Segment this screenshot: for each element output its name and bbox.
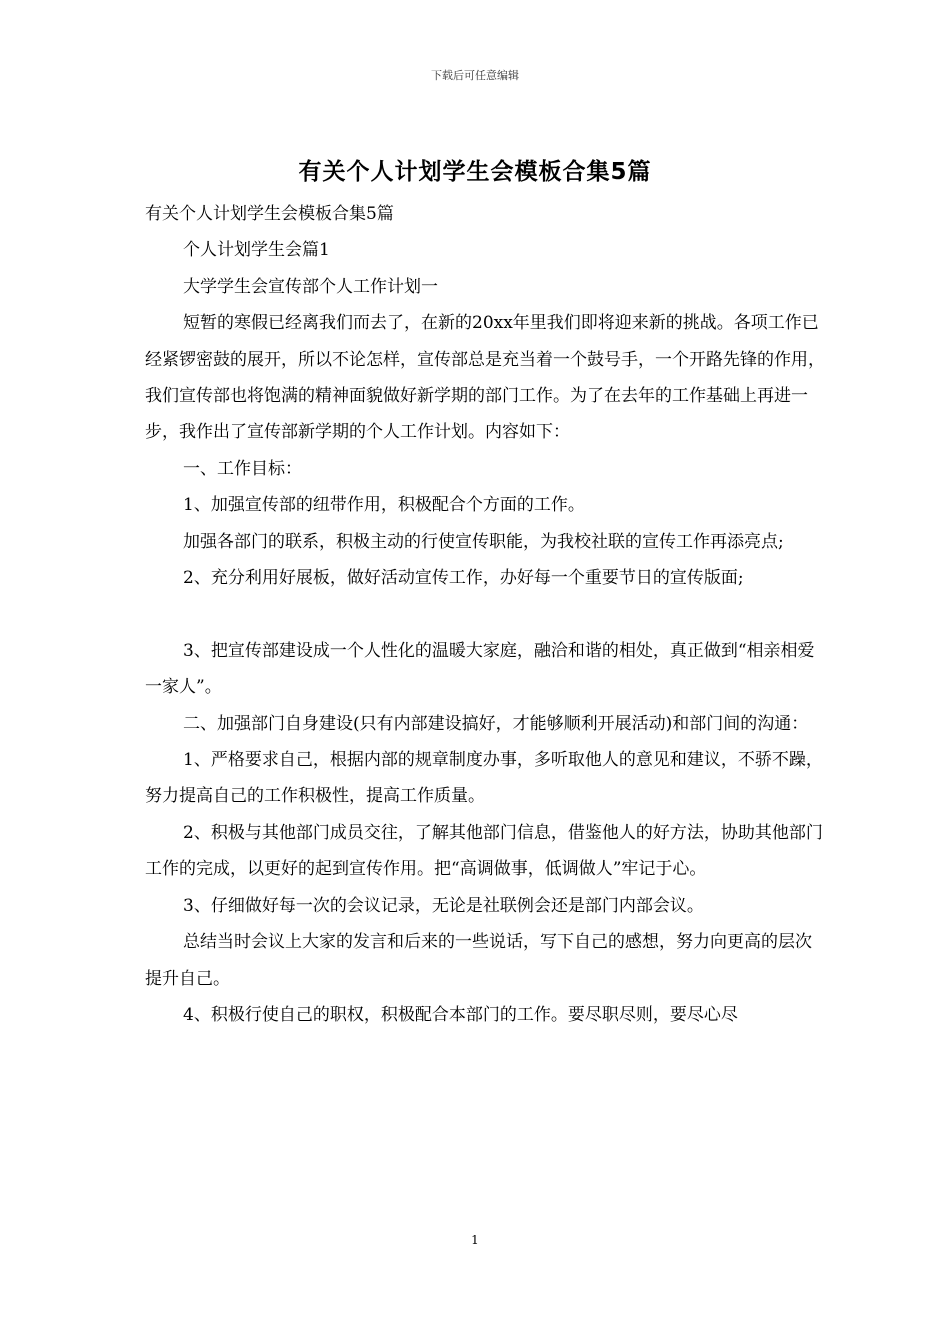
page-number: 1 xyxy=(471,1233,479,1247)
document-title: 有关个人计划学生会模板合集5篇 xyxy=(298,159,652,185)
plan-heading: 大学学生会宣传部个人工作计划一 xyxy=(183,276,438,297)
body-paragraph: 二、加强部门自身建设(只有内部建设搞好，才能够顺利开展活动)和部门间的沟通： xyxy=(183,713,809,734)
subtitle-paragraph: 有关个人计划学生会模板合集5篇 xyxy=(145,204,394,224)
body-paragraph: 4、积极行使自己的职权，积极配合本部门的工作。要尽职尽则，要尽心尽 xyxy=(183,1004,738,1025)
body-paragraph: 3、仔细做好每一次的会议记录，无论是社联例会还是部门内部会议。 xyxy=(183,895,704,916)
body-paragraph: 2、充分利用好展板，做好活动宣传工作，办好每一个重要节日的宣传版面; xyxy=(183,568,744,589)
blank-line xyxy=(145,596,825,632)
goal-heading: 一、工作目标： xyxy=(183,458,302,479)
header-note: 下载后可任意编辑 xyxy=(431,69,519,82)
document-body xyxy=(145,196,825,1033)
body-paragraph: 总结当时会议上大家的发言和后来的一些说话，写下自己的感想，努力向更高的层次提升自己。 xyxy=(145,932,812,989)
body-paragraph: 加强各部门的联系，积极主动的行使宣传职能，为我校社联的宣传工作再添亮点; xyxy=(183,531,784,552)
body-paragraph: 短暂的寒假已经离我们而去了，在新的20xx年里我们即将迎来新的挑战。各项工作已经紧锣密鼓的展开，所以不论怎样，宣传部总是充当着一个鼓号手，一个开路先锋的作用，我们宣传部也将饱满的精神面貌做好新学期的部门工作。为了在去年的工作基础上再进一步，我作出了宣传部新学期的个人工作计划。内容如下： xyxy=(145,313,825,443)
body-paragraph: 2、积极与其他部门成员交往，了解其他部门信息，借鉴他人的好方法，协助其他部门工作的完成，以更好的起到宣传作用。把“高调做事，低调做人”牢记于心。 xyxy=(145,822,823,880)
body-paragraph: 1、加强宣传部的纽带作用，积极配合个方面的工作。 xyxy=(183,495,585,516)
body-paragraph: 1、严格要求自己，根据内部的规章制度办事，多听取他人的意见和建议，不骄不躁，努力提高自己的工作积极性，提高工作质量。 xyxy=(145,750,823,807)
section-heading: 个人计划学生会篇1 xyxy=(183,240,330,261)
body-paragraph: 3、把宣传部建设成一个人性化的温暖大家庭，融洽和谐的相处，真正做到“相亲相爱一家人”。 xyxy=(145,640,815,698)
